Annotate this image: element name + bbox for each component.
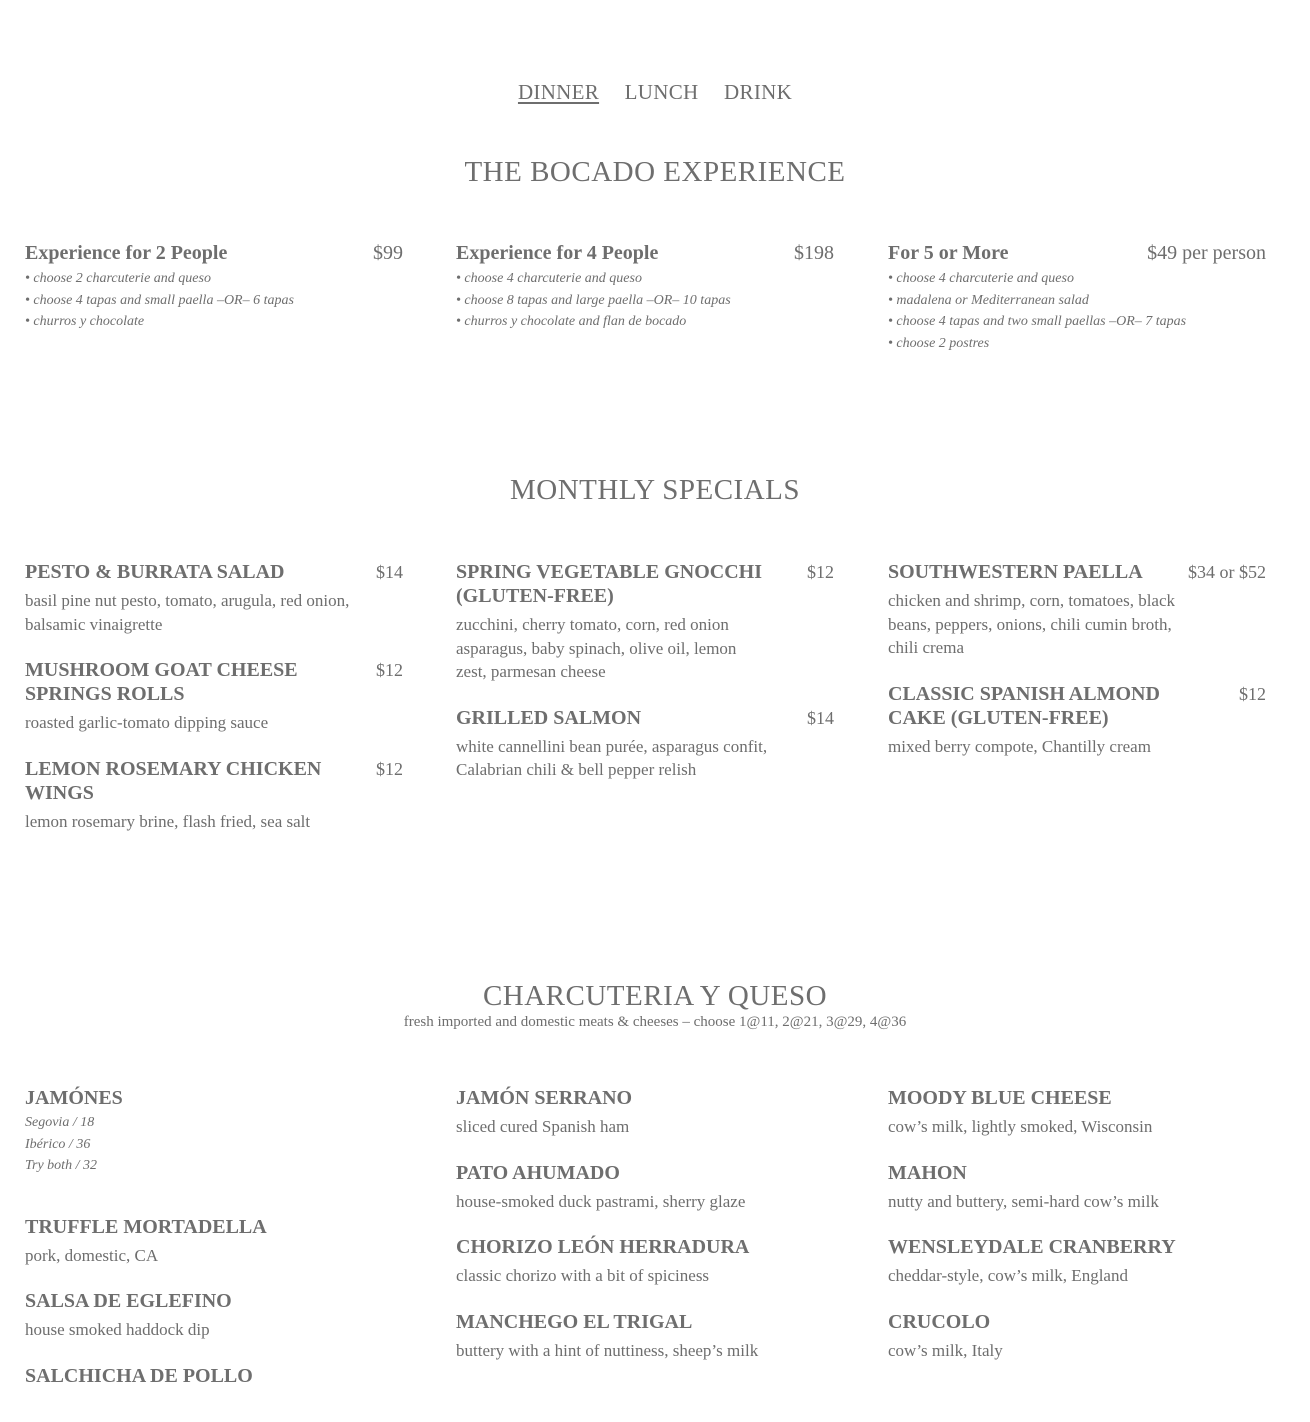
menu-item <box>25 1289 403 1342</box>
experience-card <box>888 242 1266 354</box>
menu-item <box>25 1086 403 1177</box>
item-name: GRILLED SALMON <box>456 706 642 729</box>
item-description: nutty and buttery, semi-hard cow’s milk <box>888 1191 1159 1211</box>
experience-price: $198 <box>794 242 834 264</box>
menu-item <box>25 757 403 834</box>
menu-item <box>456 1235 834 1288</box>
item-name: CLASSIC SPANISH ALMOND CAKE (GLUTEN-FREE) <box>888 682 1160 729</box>
experience-item: • choose 2 charcuterie and queso <box>25 271 211 286</box>
tab-drink[interactable]: DRINK <box>724 80 793 104</box>
menu-item <box>456 560 834 684</box>
item-name: LEMON ROSEMARY CHICKEN WINGS <box>25 757 322 804</box>
experience-items <box>456 268 834 333</box>
menu-item <box>888 682 1266 759</box>
item-name: SPRING VEGETABLE GNOCCHI (GLUTEN-FREE) <box>456 561 762 607</box>
item-description: lemon rosemary brine, flash fried, sea salt <box>25 811 311 831</box>
item-description: buttery with a hint of nuttiness, sheep’s milk <box>456 1340 759 1360</box>
item-description: cow’s milk, lightly smoked, Wisconsin <box>888 1117 1153 1136</box>
experience-card <box>25 242 403 333</box>
experience-item: • churros y chocolate and flan de bocado <box>456 314 687 329</box>
item-description: cheddar-style, cow’s milk, England <box>888 1266 1128 1285</box>
specials-column <box>25 560 403 855</box>
item-name: MOODY BLUE CHEESE <box>888 1087 1112 1109</box>
item-name: CHORIZO LEÓN HERRADURA <box>456 1236 750 1258</box>
menu-item <box>888 1310 1266 1363</box>
menu-item <box>456 1161 834 1214</box>
menu-item <box>888 1161 1266 1214</box>
item-price: $12 <box>376 758 403 779</box>
item-description: chicken and shrimp, corn, tomatoes, black beans, peppers, onions, chili cumin broth, chili crema <box>888 591 1176 657</box>
menu-item <box>456 1310 834 1363</box>
section-title-specials: MONTHLY SPECIALS <box>509 474 800 506</box>
section-title-charcuteria: CHARCUTERIA Y QUESO <box>482 980 828 1012</box>
experience-item: • madalena or Mediterranean salad <box>888 292 1089 308</box>
item-description: pork, domestic, CA <box>25 1245 159 1265</box>
item-name: MANCHEGO EL TRIGAL <box>456 1310 693 1333</box>
experience-items <box>25 268 403 333</box>
menu-item <box>888 1235 1266 1288</box>
item-price: $14 <box>376 562 403 582</box>
specials-column <box>456 560 834 804</box>
jamones-option: Try both / 32 <box>25 1158 97 1173</box>
experience-price: $49 per person <box>1147 242 1266 264</box>
section-title-experience: THE BOCADO EXPERIENCE <box>464 156 846 188</box>
menu-item <box>456 1086 834 1139</box>
experience-item: • choose 4 tapas and small paella –OR– 6 tapas <box>25 292 294 308</box>
charcuteria-column <box>888 1086 1266 1384</box>
experience-item: • choose 8 tapas and large paella –OR– 10 tapas <box>456 292 731 308</box>
experience-name: For 5 or More <box>888 242 1009 264</box>
specials-column <box>888 560 1266 780</box>
menu-item <box>456 706 834 782</box>
menu-item <box>25 1364 403 1388</box>
jamones-option: Segovia / 18 <box>25 1115 95 1130</box>
item-name: SOUTHWESTERN PAELLA <box>888 561 1143 583</box>
tab-dinner[interactable]: DINNER <box>517 80 600 104</box>
charcuteria-column <box>456 1086 834 1384</box>
menu-tabs <box>0 80 1310 105</box>
experience-item: • choose 4 charcuterie and queso <box>888 271 1074 286</box>
item-name: PATO AHUMADO <box>456 1161 620 1184</box>
charcuteria-column <box>25 1086 403 1410</box>
menu-item <box>25 1215 403 1268</box>
item-description: house-smoked duck pastrami, sherry glaze <box>456 1191 746 1211</box>
experience-name: Experience for 2 People <box>25 242 228 264</box>
item-description: classic chorizo with a bit of spiciness <box>456 1266 710 1285</box>
menu-item <box>25 560 403 636</box>
item-name: MAHON <box>888 1161 967 1184</box>
item-price: $34 or $52 <box>1188 562 1266 582</box>
item-name: TRUFFLE MORTADELLA <box>25 1215 267 1238</box>
menu-item <box>25 658 403 735</box>
item-price: $12 <box>376 660 403 680</box>
tab-lunch[interactable]: LUNCH <box>624 80 699 104</box>
item-description: white cannellini bean purée, asparagus confit, Calabrian chili & bell pepper relish <box>456 736 768 779</box>
item-description: mixed berry compote, Chantilly cream <box>888 736 1151 756</box>
experience-item: • choose 2 postres <box>888 335 990 351</box>
item-price: $12 <box>807 562 834 582</box>
item-description: roasted garlic-tomato dipping sauce <box>25 713 269 732</box>
item-description: zucchini, cherry tomato, corn, red onion asparagus, baby spinach, olive oil, lemon zest, parmesan cheese <box>456 615 737 681</box>
item-price: $12 <box>1239 683 1266 704</box>
item-name: SALSA DE EGLEFINO <box>25 1290 232 1312</box>
item-name: JAMÓNES <box>25 1087 123 1109</box>
jamones-option: Ibérico / 36 <box>25 1136 91 1152</box>
section-subtitle: fresh imported and domestic meats & cheeses – choose 1@11, 2@21, 3@29, 4@36 <box>403 1014 907 1030</box>
item-description: cow’s milk, Italy <box>888 1340 1003 1360</box>
item-name: WENSLEYDALE CRANBERRY <box>888 1236 1176 1258</box>
experience-name: Experience for 4 People <box>456 242 659 264</box>
item-name: MUSHROOM GOAT CHEESE SPRINGS ROLLS <box>25 659 298 705</box>
item-description: sliced cured Spanish ham <box>456 1117 630 1136</box>
jamones-options <box>25 1112 403 1177</box>
experience-item: • churros y chocolate <box>25 314 145 329</box>
item-name: JAMÓN SERRANO <box>456 1087 633 1109</box>
item-name: SALCHICHA DE POLLO <box>25 1364 253 1387</box>
item-name: CRUCOLO <box>888 1310 991 1333</box>
item-description: house smoked haddock dip <box>25 1320 210 1339</box>
experience-items <box>888 268 1266 354</box>
item-description: basil pine nut pesto, tomato, arugula, red onion, balsamic vinaigrette <box>25 591 350 634</box>
experience-item: • choose 4 tapas and two small paellas –OR– 7 tapas <box>888 314 1187 329</box>
item-price: $14 <box>807 707 834 728</box>
experience-item: • choose 4 charcuterie and queso <box>456 271 642 286</box>
experience-card <box>456 242 834 333</box>
experience-price: $99 <box>373 242 403 264</box>
item-name: PESTO & BURRATA SALAD <box>25 561 285 583</box>
menu-item <box>888 1086 1266 1139</box>
menu-item <box>888 560 1266 660</box>
